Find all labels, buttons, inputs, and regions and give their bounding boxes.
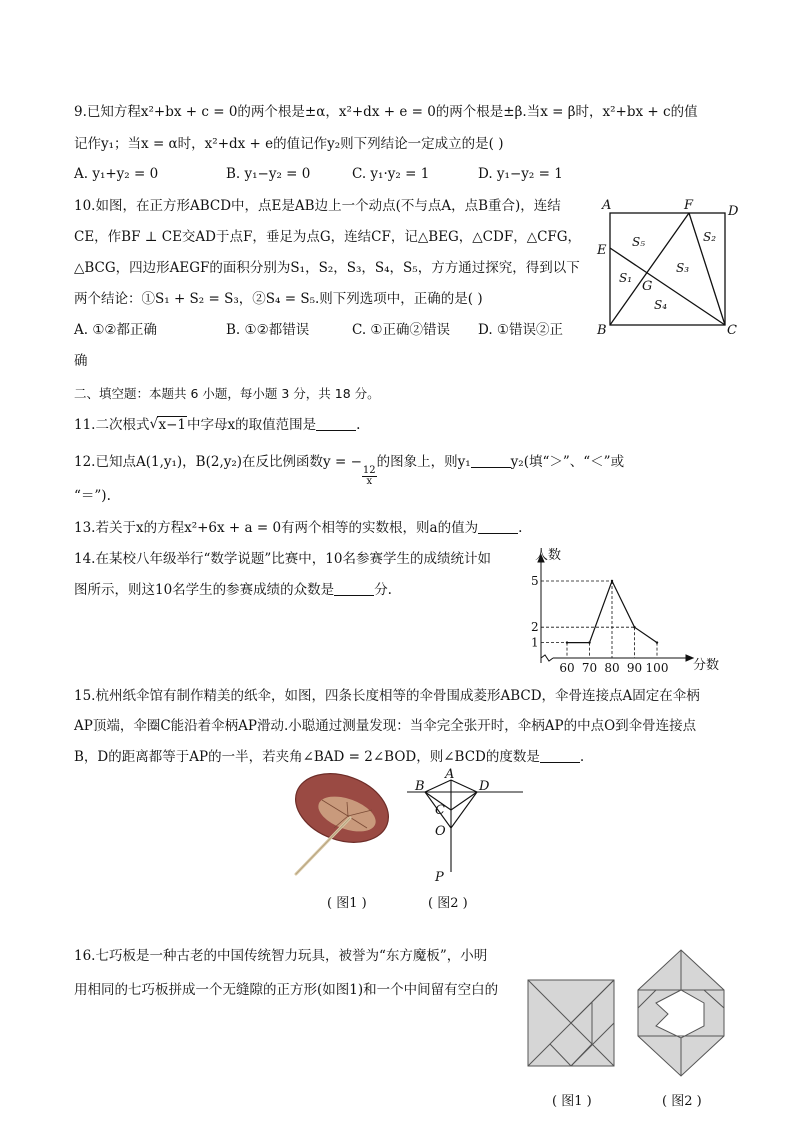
q15-line-2: AP顶端，伞圈C能沿着伞柄AP滑动.小聪通过测量发现：当伞完全张开时，伞柄AP的中点O到伞骨连接点 (74, 718, 697, 734)
umbrella-photo (292, 770, 402, 880)
q14-line-2 (74, 580, 392, 600)
label-f: F (684, 198, 694, 213)
tangram-hexagon-figure (636, 948, 726, 1078)
q15-answer-blank[interactable] (540, 748, 580, 763)
section-2-title: 二、填空题：本题共 6 小题，每小题 3 分，共 18 分。 (74, 386, 380, 401)
label-s1: S₁ (619, 271, 633, 285)
y-tick-label: 5 (531, 574, 539, 588)
label-a: A (602, 198, 612, 213)
q14-line-2-before: 图所示，则这10名学生的参赛成绩的众数是 (74, 582, 335, 598)
q12-fraction-denominator: x (366, 476, 373, 487)
q9-option-a: A. y₁+y₂ = 0 (74, 166, 159, 182)
data-point-90 (633, 626, 635, 628)
q12-part-3: y₂(填“＞”、“＜”或 (510, 454, 625, 470)
segment-dc (451, 792, 477, 810)
q10-line-3: △BCG，四边形AEGF的面积分别为S₁，S₂，S₃，S₄，S₅，方方通过探究，得到以下 (74, 260, 580, 276)
x-tick-label: 60 (559, 661, 575, 675)
q10-line-2: CE，作BF ⊥ CE交AD于点F，垂足为点G，连结CF，记△BEG，△CDF，△CFG， (74, 229, 582, 245)
q9-option-c: C. y₁·y₂ = 1 (352, 166, 430, 182)
q15-line-3 (74, 747, 584, 767)
segment-ce (610, 248, 725, 325)
q12-part-1: 12.已知点A(1,y₁)，B(2,y₂)在反比例函数y = − (74, 454, 362, 470)
q14-score-chart (525, 545, 725, 675)
q15-fig2-caption: ( 图2 ) (428, 896, 468, 911)
q11-end: . (356, 417, 361, 433)
q13-end: . (518, 520, 523, 536)
q9-option-d: D. y₁−y₂ = 1 (478, 166, 563, 182)
q11-after: 中字母x的取值范围是 (187, 417, 317, 433)
q10-option-a: A. ①②都正确 (74, 322, 158, 338)
q16-line-2: 用相同的七巧板拼成一个无缝隙的正方形(如图1)和一个中间留有空白的 (74, 982, 499, 998)
y-axis-label: 人数 (535, 548, 562, 563)
q12-fraction-numerator: 12 (362, 465, 376, 476)
tangram-square-figure (526, 978, 616, 1068)
x-tick-label: 80 (604, 661, 620, 675)
x-tick-label: 90 (626, 661, 643, 675)
q9-option-b: B. y₁−y₂ = 0 (226, 166, 311, 182)
label-a: A (445, 768, 455, 782)
q10-option-c: C. ①正确②错误 (352, 322, 451, 338)
data-point-100 (656, 641, 658, 643)
q14-line-1: 14.在某校八年级举行“数学说题”比赛中，10名参赛学生的成绩统计如 (74, 551, 491, 567)
q10-line-1: 10.如图，在正方形ABCD中，点E是AB边上一个动点(不与点A，点B重合)，连结 (74, 198, 561, 214)
x-tick-label: 70 (581, 661, 598, 675)
q14-answer-blank[interactable] (334, 581, 374, 596)
q11-radical (149, 415, 187, 435)
q16-line-1: 16.七巧板是一种古老的中国传统智力玩具，被誉为“东方魔板”，小明 (74, 948, 488, 964)
q15-fig1-caption: ( 图1 ) (327, 896, 367, 911)
q12-line-2: “＝”). (74, 488, 111, 504)
q10-square-figure (590, 196, 740, 338)
data-point-60 (566, 641, 568, 643)
label-s3: S₃ (676, 261, 690, 275)
q16-fig2-caption: ( 图2 ) (662, 1094, 702, 1109)
q13-before: 13.若关于x的方程x²+6x + a = 0有两个相等的实数根，则a的值为 (74, 520, 479, 536)
q12-part-2: 的图象上，则y₁ (376, 454, 471, 470)
q10-option-d-wrap: 确 (74, 353, 88, 369)
q9-line-1: 9.已知方程x²+bx + c = 0的两个根是±α，x²+dx + e = 0的两个根是±β.当x = β时，x²+bx + c的值 (74, 104, 698, 120)
q15-line-3-end: . (579, 749, 585, 765)
label-s2: S₂ (703, 230, 717, 244)
y-tick-label: 1 (531, 635, 539, 650)
q11-answer-blank[interactable] (316, 416, 356, 431)
q12-fraction (362, 466, 377, 487)
q12-line-1 (74, 452, 624, 487)
segment-do (451, 792, 477, 828)
q11-before: 11.二次根式 (74, 417, 150, 433)
data-point-70 (588, 641, 590, 643)
q9-line-2: 记作y₁；当x = α时，x²+dx + e的值记作y₂则下列结论一定成立的是( ) (74, 136, 504, 152)
x-tick-label: 100 (645, 661, 669, 675)
q15-line-3-before: B，D的距离都等于AP的一半，若夹角∠BAD = 2∠BOD，则∠BCD的度数是 (74, 749, 540, 765)
q10-line-4: 两个结论：①S₁ + S₂ = S₃，②S₄ = S₅.则下列选项中，正确的是( ) (74, 291, 483, 307)
label-b: B (415, 779, 425, 794)
label-o: O (435, 824, 446, 839)
label-b: B (597, 323, 607, 338)
label-s4: S₄ (654, 298, 668, 312)
q11-line (74, 415, 360, 435)
label-c: C (435, 803, 445, 818)
q10-option-d: D. ①错误②正 (478, 322, 564, 338)
q10-option-b: B. ①②都错误 (226, 322, 310, 338)
label-p: P (435, 870, 444, 883)
q12-answer-blank[interactable] (471, 453, 511, 468)
label-g: G (642, 279, 653, 294)
label-s5: S₅ (632, 235, 646, 249)
sqrt-sign-icon: √ (149, 416, 159, 432)
label-d: D (728, 204, 739, 219)
q15-line-1: 15.杭州纸伞馆有制作精美的纸伞，如图，四条长度相等的伞骨围成菱形ABCD，伞骨连接点A固定在伞柄 (74, 688, 700, 704)
axis-break-icon (541, 655, 553, 661)
x-axis-label: 分数 (693, 658, 720, 673)
data-point-80 (611, 580, 613, 582)
umbrella-rhombus-figure (403, 768, 528, 883)
q14-line-2-after: 分. (374, 582, 392, 598)
q13-answer-blank[interactable] (478, 519, 518, 534)
label-c: C (727, 323, 737, 338)
q11-radicand: x−1 (158, 417, 186, 433)
x-axis-arrow-icon (686, 655, 693, 661)
segment-ad (451, 780, 477, 792)
y-tick-label: 2 (531, 620, 539, 635)
q13-line (74, 518, 522, 538)
label-e: E (597, 243, 607, 258)
label-d: D (479, 779, 490, 794)
q16-fig1-caption: ( 图1 ) (552, 1094, 592, 1109)
